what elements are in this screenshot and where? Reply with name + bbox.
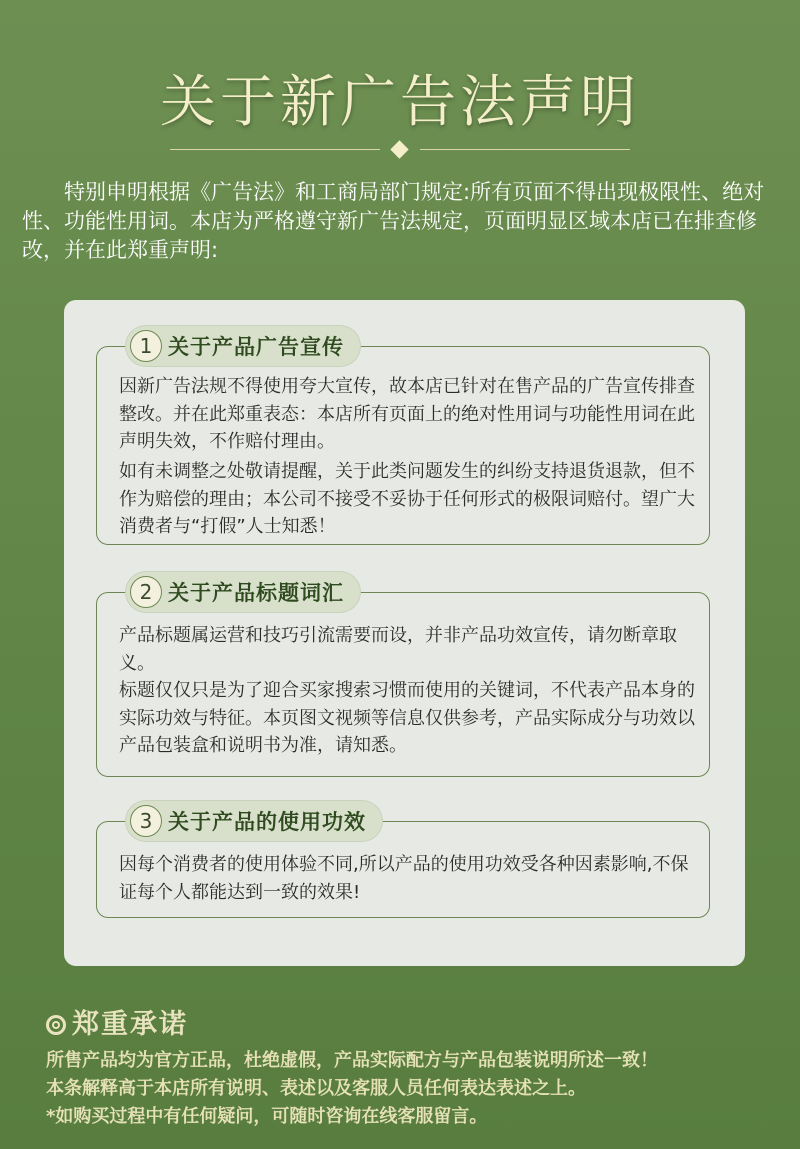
section-3-tag — [126, 801, 382, 841]
section-2-tag — [126, 572, 360, 612]
section-advertising — [96, 346, 710, 545]
section-1-tag — [126, 326, 360, 366]
double-circle-icon — [46, 1015, 66, 1035]
section-3-paragraph-1: 因每个消费者的使用体验不同,所以产品的使用功效受各种因素影响,不保证每个人都能达到一致的效果! — [119, 854, 689, 903]
section-1-paragraph-1: 因新广告法规不得使用夸大宣传，故本店已针对在售产品的广告宣传排查整改。并在此郑重表态：本店所有页面上的绝对性用词与功能性用词在此声明失效，不作赔付理由。 — [119, 376, 695, 452]
page-title: 关于新广告法声明 — [160, 70, 640, 135]
commitment-line: 本条解释高于本店所有说明、表述以及客服人员任何表达表述之上。 — [46, 1078, 586, 1099]
section-number-badge: 1 — [130, 330, 162, 362]
commitment-line: 所售产品均为官方正品，杜绝虚假，产品实际配方与产品包装说明所述一致！ — [46, 1050, 658, 1071]
commitment-heading — [46, 1002, 188, 1041]
intro-text: 特别申明根据《广告法》和工商局部门规定:所有页面不得出现极限性、绝对性、功能性用词。本店为严格遵守新广告法规定，页面明显区域本店已在排查修改，并在此郑重声明: — [22, 180, 765, 262]
commitment-list — [46, 1047, 776, 1131]
commitment-line: *如购买过程中有任何疑问，可随时咨询在线客服留言。 — [46, 1106, 488, 1127]
section-heading: 关于产品标题词汇 — [168, 581, 344, 605]
section-2-paragraph-2: 标题仅仅只是为了迎合买家搜索习惯而使用的关键词，不代表产品本身的实际功效与特征。本页图文视频等信息仅供参考，产品实际成分与功效以产品包装盒和说明书为准，请知悉。 — [119, 680, 695, 756]
title-divider — [0, 140, 800, 160]
section-heading: 关于产品的使用功效 — [168, 810, 366, 834]
divider-line-left — [170, 149, 380, 150]
section-titles — [96, 592, 710, 777]
divider-line-right — [420, 149, 630, 150]
section-heading: 关于产品广告宣传 — [168, 335, 344, 359]
statement-panel — [64, 300, 745, 966]
section-number-badge: 3 — [130, 805, 162, 837]
diamond-icon — [390, 140, 408, 158]
commitment-title: 郑重承诺 — [72, 1009, 188, 1040]
section-1-paragraph-2: 如有未调整之处敬请提醒，关于此类问题发生的纠纷支持退货退款，但不作为赔偿的理由；本公司不接受不妥协于任何形式的极限词赔付。望广大消费者与“打假”人士知悉！ — [119, 461, 695, 537]
section-2-paragraph-1: 产品标题属运营和技巧引流需要而设，并非产品功效宣传，请勿断章取义。 — [119, 625, 677, 674]
section-number-badge: 2 — [130, 576, 162, 608]
